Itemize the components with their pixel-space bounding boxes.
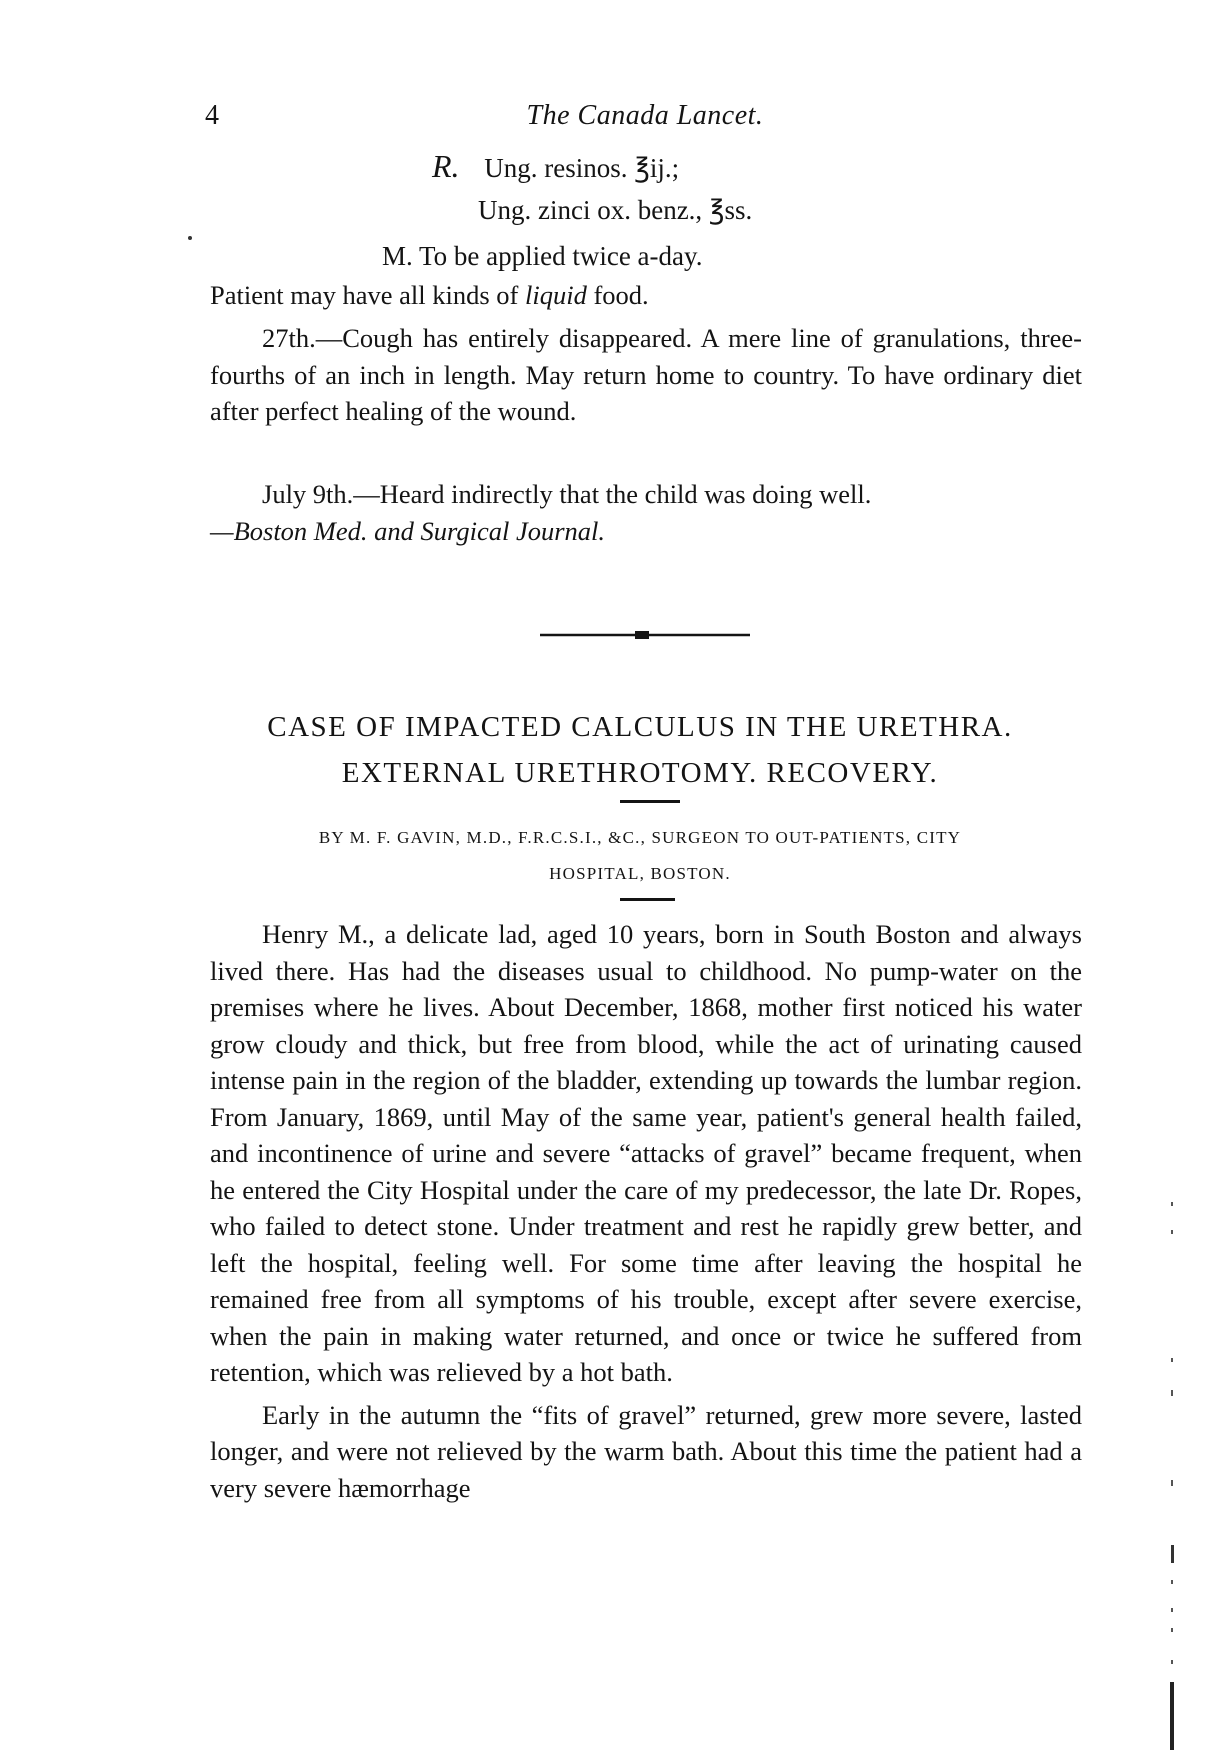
prescription-line-1 <box>432 148 679 186</box>
scan-mark <box>1171 1580 1173 1584</box>
scan-mark <box>1170 1682 1174 1750</box>
prescription-line-3: M. To be applied twice a-day. <box>382 241 703 271</box>
article-title-line-1: CASE OF IMPACTED CALCULUS IN THE URETHRA. <box>267 711 1013 743</box>
prescription-line-2: Ung. zinci ox. benz., ℥ss. <box>478 195 753 225</box>
section-divider-ornament <box>540 630 750 640</box>
divider-center-mark <box>635 631 649 639</box>
scan-mark <box>1171 1628 1173 1632</box>
entry-27th <box>210 320 1082 430</box>
page-header <box>205 100 1085 140</box>
byline-line-1: BY M. F. GAVIN, M.D., F.R.C.S.I., &C., SURGEON TO OUT-PATIENTS, CITY <box>318 828 962 847</box>
scan-mark <box>1171 1545 1174 1563</box>
scan-mark <box>1171 1230 1173 1234</box>
entry-july <box>210 476 1082 513</box>
scan-mark <box>1171 1358 1173 1362</box>
source-citation <box>210 513 1082 550</box>
source-citation-text: —Boston Med. and Surgical Journal. <box>210 516 606 546</box>
article-paragraph-1: Henry M., a delicate lad, aged 10 years, born in South Boston and always lived there. Has had the diseases usual to childhood. No pump-water on the premises where he lives. About December, 1868, mother first noticed his water grow cloudy and thick, but free from blood, while the act of urinating caused intense pain in the region of the bladder, extending up towards the lumbar region. From January, 1869, until May of the same year, patient's general health failed, and incontinence of urine and severe “attacks of gravel” became frequent, when he entered the City Hospital under the care of my predecessor, the late Dr. Ropes, who failed to detect stone. Under treatment and rest he rapidly grew better, and left the hospital, feeling well. For some time after leaving the hospital he remained free from all symptoms of his trouble, except after severe exercise, when the pain in making water returned, and once or twice he suffered from retention, which was relieved by a hot bath. <box>210 919 1082 1387</box>
title-rule <box>620 800 680 803</box>
diet-note-text: Patient may have all kinds of <box>210 280 525 310</box>
entry-27th-paragraph: 27th.—Cough has entirely disappeared. A mere line of granulations, three-fourths of an inch in length. May return home to country. To have ordinary diet after perfect healing of the wound. <box>210 323 1082 426</box>
entry-july-paragraph: July 9th.—Heard indirectly that the child was doing well. <box>262 479 872 509</box>
article-title-line-2: EXTERNAL URETHROTOMY. RECOVERY. <box>341 757 939 789</box>
scan-mark <box>1171 1480 1173 1486</box>
diet-note-end: food. <box>586 280 649 310</box>
scan-mark <box>1171 1660 1173 1664</box>
scan-mark <box>1171 1202 1173 1206</box>
article-body <box>210 916 1082 1506</box>
prescription-text-1: Ung. resinos. ℥ij.; <box>484 153 680 183</box>
byline-rule <box>620 898 675 901</box>
rx-symbol: R. <box>432 148 460 184</box>
diet-note-paragraph <box>210 277 1082 314</box>
print-speck <box>188 236 192 240</box>
running-title: The Canada Lancet. <box>526 100 764 131</box>
diet-note-italic: liquid <box>525 280 587 310</box>
page-number: 4 <box>205 100 219 131</box>
byline-line-2: HOSPITAL, BOSTON. <box>549 864 731 883</box>
scan-mark <box>1171 1390 1173 1396</box>
scan-mark <box>1171 1608 1173 1612</box>
margin-scan-marks <box>1168 1190 1176 1750</box>
diet-note <box>210 277 1082 314</box>
article-paragraph-2: Early in the autumn the “fits of gravel” returned, grew more severe, lasted longer, and were not relieved by the warm bath. About this time the patient had a very severe hæmorrhage <box>210 1399 1082 1503</box>
